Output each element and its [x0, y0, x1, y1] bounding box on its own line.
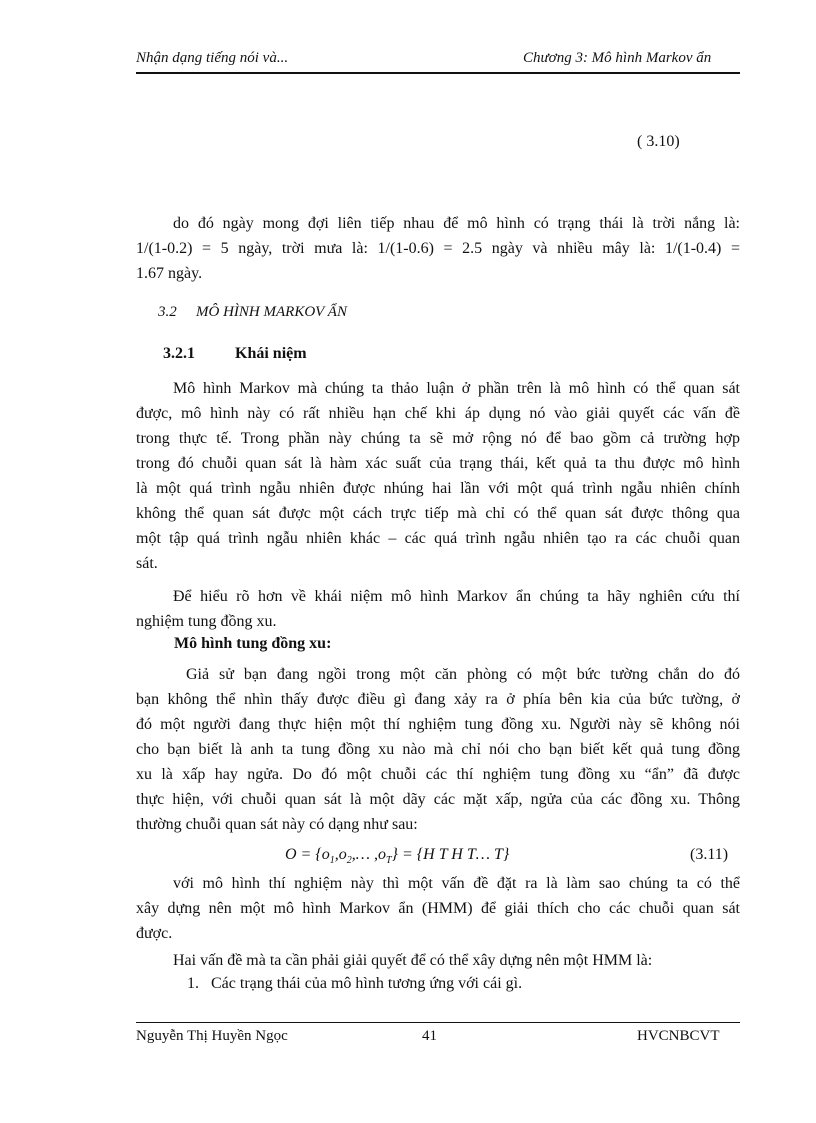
list-item-text: Các trạng thái của mô hình tương ứng với cái gì.	[211, 975, 523, 992]
footer-divider	[136, 1022, 740, 1023]
paragraph-coin-intro	[136, 584, 740, 634]
formula-part: ,o	[334, 846, 347, 863]
text-line: 1/(1-0.2) = 5 ngày, trời mưa là: 1/(1-0.6) = 2.5 ngày và nhiều mây là: 1/(1-0.4) =	[136, 240, 740, 257]
section-number: 3.2	[158, 304, 177, 320]
header-right: Chương 3: Mô hình Markov ẩn	[523, 50, 712, 66]
formula-subscript: 1	[329, 855, 335, 867]
text-line: được, mô hình này có rất nhiều hạn chế khi áp dụng nó vào giải quyết các vấn đề	[136, 405, 740, 422]
text-line: với mô hình thí nghiệm này thì một vấn đề đặt ra là làm sao chúng ta có thể	[173, 875, 740, 892]
text-line: một tập quá trình ngẫu nhiên khác – các quá trình ngẫu nhiên tạo ra các chuỗi quan	[136, 530, 740, 547]
paragraph-coin-experiment	[136, 662, 740, 837]
text-line: không thể quan sát được một cách trực tiếp mà chỉ có thể quan sát được thông qua	[136, 505, 740, 522]
header-left: Nhận dạng tiếng nói và...	[136, 50, 289, 66]
section-title: MÔ HÌNH MARKOV ẨN	[196, 304, 347, 320]
text-line: bạn không thể nhìn thấy được điều gì đang xảy ra ở phía bên kia của bức tường, ở	[136, 691, 740, 708]
paragraph-expected-days	[136, 211, 740, 286]
text-line: được.	[136, 925, 173, 942]
text-line: xây dựng nên một mô hình Markov ẩn (HMM) để giải thích cho các chuỗi quan sát	[136, 900, 740, 917]
paragraph-two-problems	[136, 948, 740, 973]
text-line: xu là xấp hay ngửa. Do đó một chuỗi các thí nghiệm tung đồng xu “ẩn” đã được	[136, 766, 740, 783]
text-line: trong thực tế. Trong phần này chúng ta sẽ mở rộng nó để bao gồm cả trường hợp	[136, 430, 740, 447]
text-line: thường chuỗi quan sát này có dạng như sau:	[136, 816, 418, 833]
formula-subscript: T	[385, 855, 392, 867]
paragraph-concept	[136, 376, 740, 576]
subsection-number: 3.2.1	[163, 345, 195, 362]
formula-part: ,… ,o	[351, 846, 386, 863]
text-line: cho bạn biết là anh ta tung đồng xu nào mà chỉ nói cho bạn biết kết quả tung đồng	[136, 741, 740, 758]
text-line: trong đó chuỗi quan sát là hàm xác suất của trạng thái, kết quả ta thu được mô hình	[136, 455, 740, 472]
formula-subscript: 2	[346, 855, 352, 867]
equation-number-3-11: (3.11)	[690, 846, 729, 863]
text-line: đó một người đang thực hiện một thí nghiệm tung đồng xu. Người này sẽ không nói	[136, 716, 740, 733]
text-line: nghiệm tung đồng xu.	[136, 613, 277, 630]
subsection-heading	[163, 345, 307, 363]
text-line: Hai vấn đề mà ta cần phải giải quyết để có thể xây dựng nên một HMM là:	[173, 952, 653, 969]
text-line: do đó ngày mong đợi liên tiếp nhau để mô hình có trạng thái là trời nắng là:	[173, 215, 740, 232]
paragraph-hmm-question	[136, 871, 740, 946]
list-item	[187, 975, 522, 993]
text-line: Giả sử bạn đang ngồi trong một căn phòng có một bức tường chắn do đó	[186, 666, 740, 683]
list-item-number: 1.	[187, 975, 199, 992]
section-heading	[158, 304, 347, 321]
page-number: 41	[422, 1028, 437, 1044]
subsection-title: Khái niệm	[235, 345, 307, 362]
formula-part: } = {H T H T… T}	[391, 846, 510, 863]
coin-model-heading: Mô hình tung đồng xu:	[174, 635, 332, 652]
text-line: thực hiện, với chuỗi quan sát là một dãy các mặt xấp, ngửa của các đồng xu. Thông	[136, 791, 740, 808]
observation-sequence-formula	[285, 846, 509, 866]
text-line: Để hiểu rõ hơn về khái niệm mô hình Markov ẩn chúng ta hãy nghiên cứu thí	[173, 588, 740, 605]
text-line: 1.67 ngày.	[136, 265, 203, 282]
text-line: Mô hình Markov mà chúng ta thảo luận ở phần trên là mô hình có thể quan sát	[173, 380, 740, 397]
formula-part: O = {o	[285, 846, 330, 863]
footer-organization: HVCNBCVT	[637, 1028, 720, 1044]
footer-author: Nguyễn Thị Huyền Ngọc	[136, 1028, 288, 1044]
text-line: là một quá trình ngẫu nhiên được nhúng hai lần với một quá trình ngẫu nhiên chính	[136, 480, 740, 497]
equation-number-3-10: ( 3.10)	[637, 133, 680, 150]
text-line: sát.	[136, 555, 158, 572]
header-divider	[136, 72, 740, 74]
